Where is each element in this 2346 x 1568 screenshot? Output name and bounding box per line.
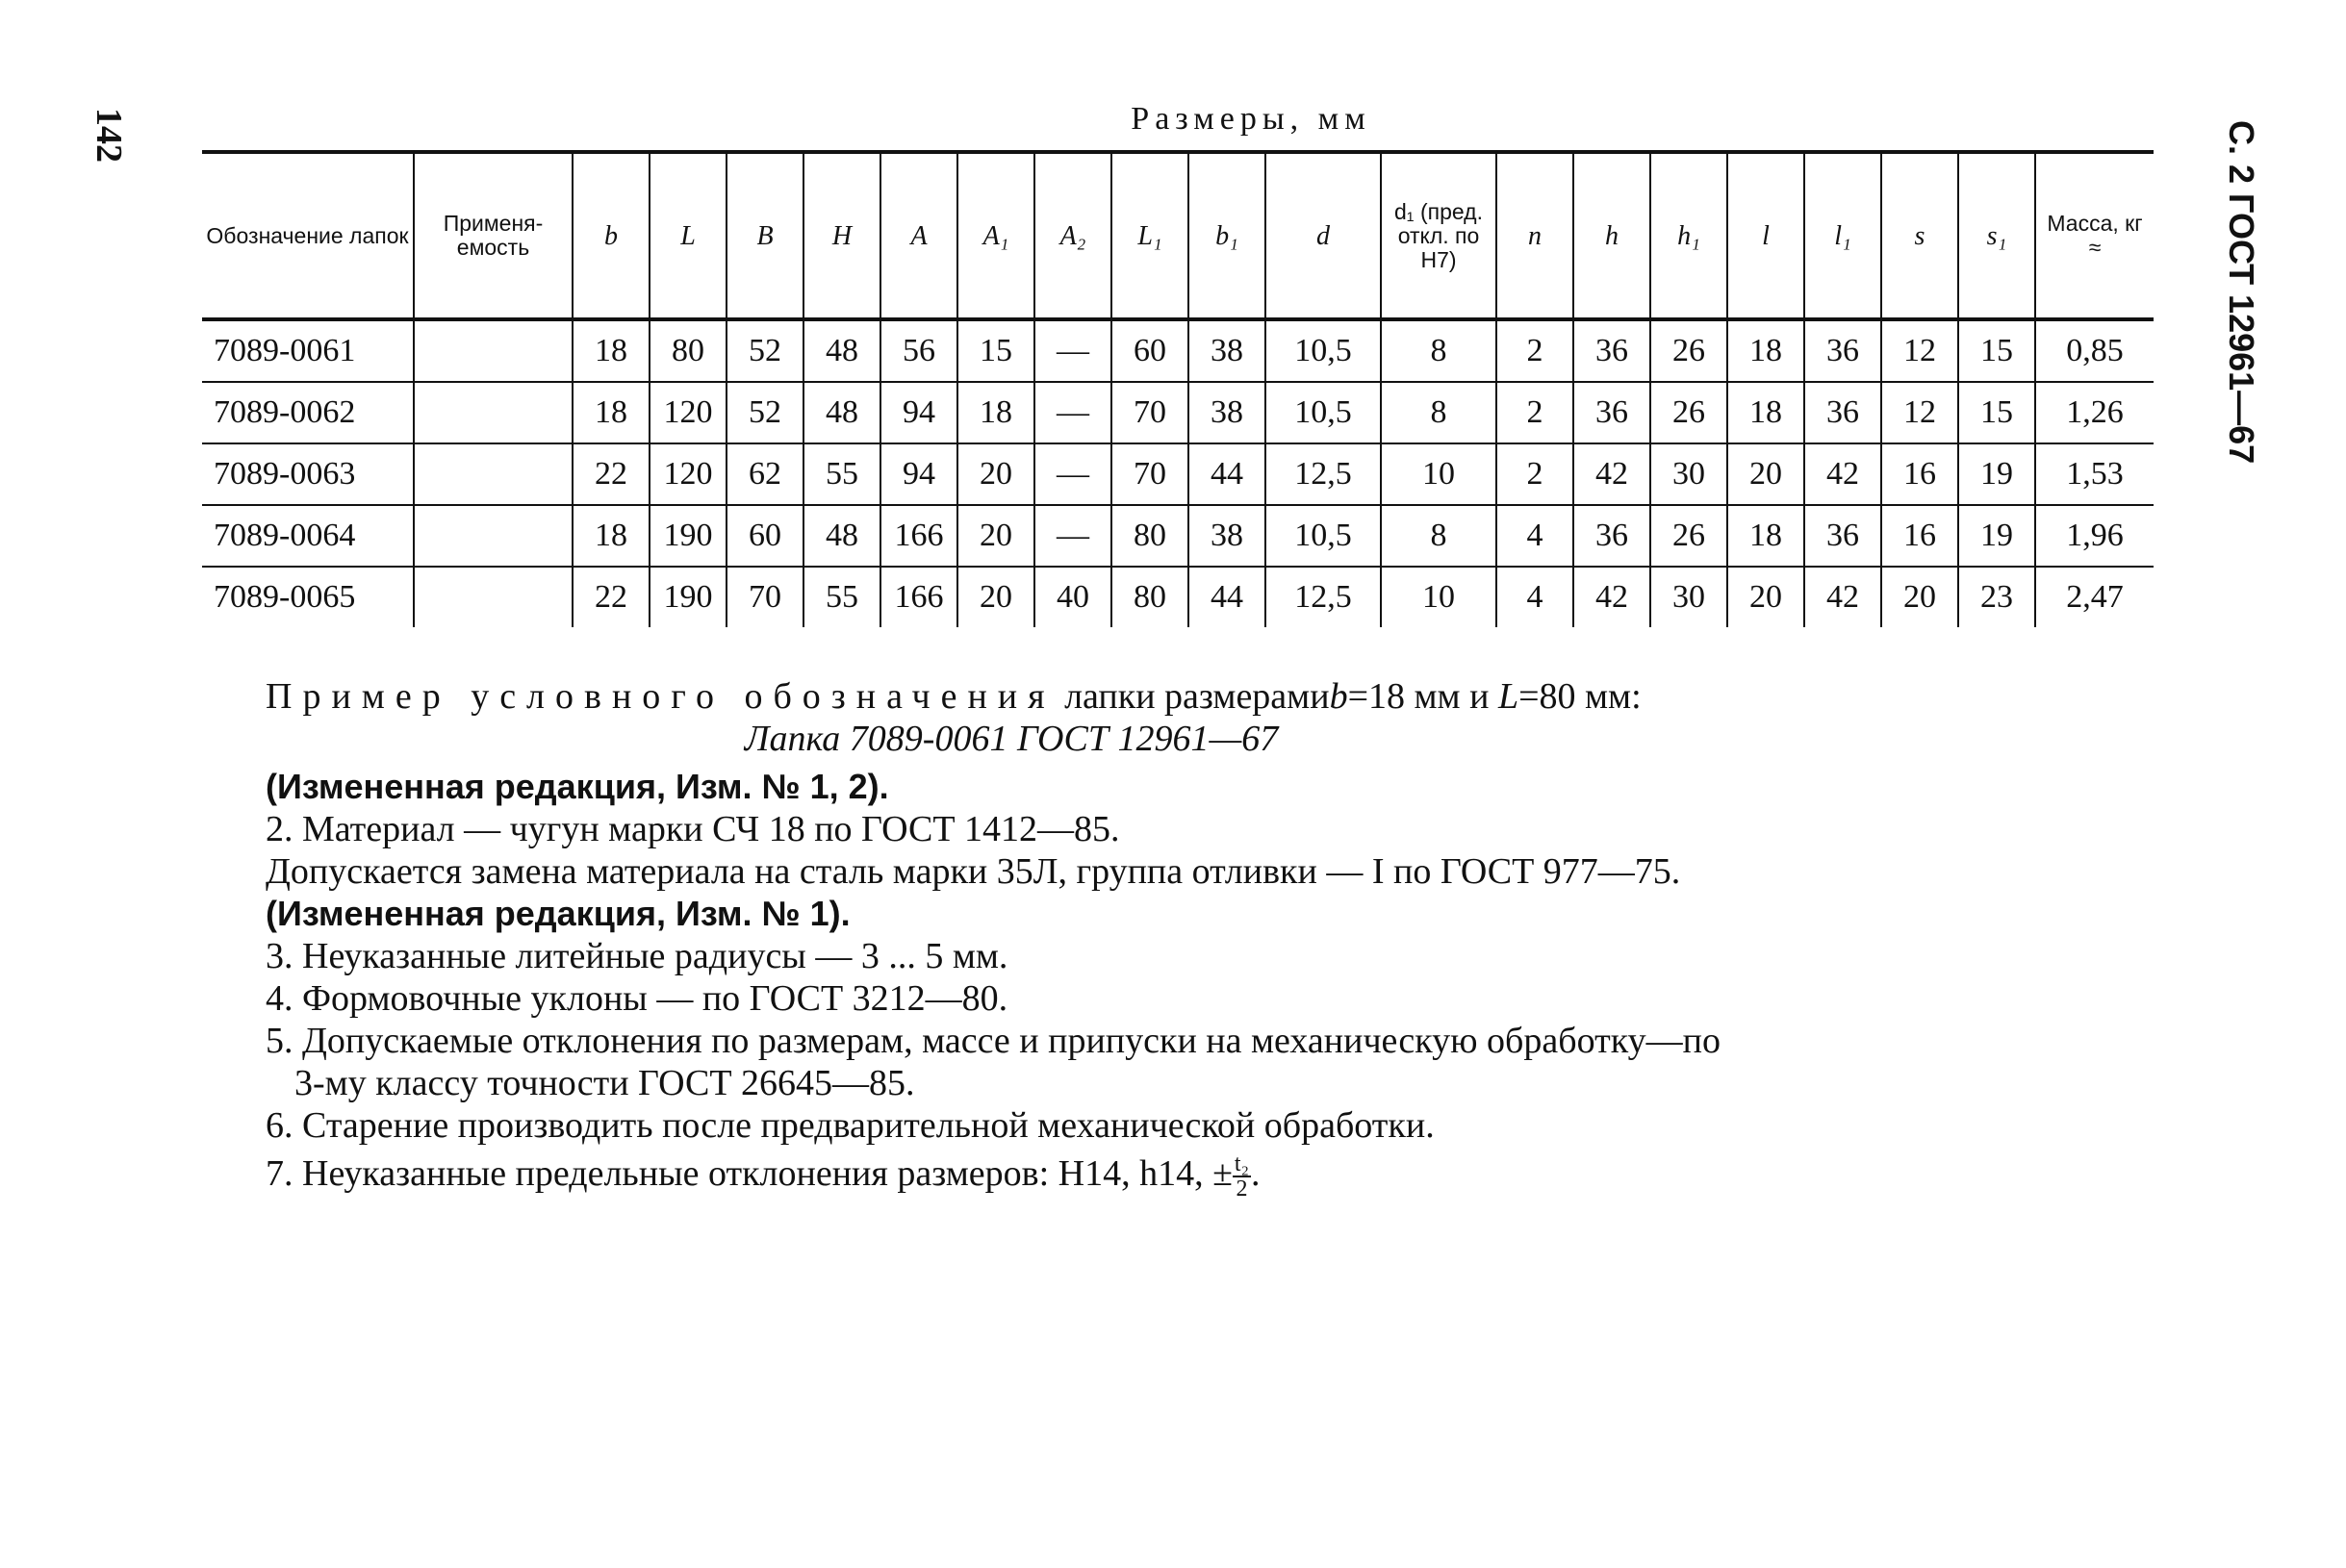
fraction-denominator: 2 [1236,1176,1248,1202]
table-cell: 120 [650,443,727,505]
table-cell: 166 [880,505,957,567]
table-cell: 1,26 [2035,382,2154,443]
header-designation: Обозначение лапок [202,152,414,319]
header-mass: Масса, кг ≈ [2035,152,2154,319]
table-cell: 4 [1496,567,1573,627]
header-A2: A₂ [1034,152,1111,319]
table-cell: 20 [1727,443,1804,505]
table-cell: 20 [957,505,1034,567]
cell-designation: 7089-0061 [202,319,414,382]
table-cell: 60 [1111,319,1188,382]
table-row [202,443,2154,505]
clause-7 [266,1151,2152,1202]
table-cell: — [1034,319,1111,382]
header-b: b [573,152,650,319]
table-cell: 8 [1381,319,1496,382]
clause-6: 6. Старение производить после предварительной механической обработки. [266,1105,1435,1146]
table-row [202,505,2154,567]
table-cell: 18 [957,382,1034,443]
table-cell: 1,53 [2035,443,2154,505]
clause-7-end: . [1250,1153,1261,1194]
header-L: L [650,152,727,319]
table-cell: 55 [803,567,880,627]
table-cell: 16 [1881,443,1958,505]
table-cell: 20 [1881,567,1958,627]
table-header-row [202,152,2154,319]
header-h1: h₁ [1650,152,1727,319]
table-cell: 12 [1881,382,1958,443]
table-cell: 55 [803,443,880,505]
cell-designation: 7089-0062 [202,382,414,443]
table-cell: 70 [1111,382,1188,443]
table-cell: 94 [880,382,957,443]
table-cell: 15 [957,319,1034,382]
table-cell: 42 [1804,567,1881,627]
table-caption: Размеры, мм [1131,101,1371,137]
table-cell [414,443,573,505]
table-cell: 190 [650,505,727,567]
table-cell: 15 [1958,319,2035,382]
table-cell: 23 [1958,567,2035,627]
table-cell [414,382,573,443]
header-l1: l₁ [1804,152,1881,319]
table-cell: 80 [1111,505,1188,567]
table-cell: 18 [1727,505,1804,567]
header-n: n [1496,152,1573,319]
example-var-b: b [1329,676,1348,717]
table-cell [414,567,573,627]
example-text: лапки размерами [1064,676,1330,717]
table-cell: 44 [1188,443,1265,505]
table-cell: 36 [1573,505,1650,567]
table-cell: 20 [1727,567,1804,627]
header-B: B [727,152,803,319]
table-cell: 80 [1111,567,1188,627]
table-cell: 15 [1958,382,2035,443]
table-body [202,319,2154,627]
table-cell [414,505,573,567]
table-cell: 10 [1381,443,1496,505]
fraction-numerator: t₂ [1234,1151,1249,1177]
table-cell: 60 [727,505,803,567]
table-cell: 18 [573,382,650,443]
table-cell: 166 [880,567,957,627]
table-cell: 20 [957,443,1034,505]
table-cell: 2 [1496,382,1573,443]
table-cell: 38 [1188,319,1265,382]
table-cell: 19 [1958,443,2035,505]
clause-2: 2. Материал — чугун марки СЧ 18 по ГОСТ 1412—85. [266,809,1120,849]
header-h: h [1573,152,1650,319]
example-designation: Лапка 7089-0061 ГОСТ 12961—67 [744,719,1279,759]
clause-3: 3. Неуказанные литейные радиусы — 3 ... 5 мм. [266,936,1008,976]
table-cell: 52 [727,382,803,443]
table-cell: 10 [1381,567,1496,627]
table-cell: 26 [1650,505,1727,567]
header-d: d [1265,152,1381,319]
clause-2-substitution: Допускается замена материала на сталь марки 35Л, группа отливки — I по ГОСТ 977—75. [266,851,1681,892]
table-cell: 12 [1881,319,1958,382]
table-cell: 56 [880,319,957,382]
table-row [202,382,2154,443]
table-cell: 36 [1804,505,1881,567]
table-cell: 26 [1650,319,1727,382]
table-cell: 94 [880,443,957,505]
table-cell: 22 [573,567,650,627]
table-cell: 70 [1111,443,1188,505]
table-cell: 30 [1650,443,1727,505]
table-cell: — [1034,505,1111,567]
table-cell: 38 [1188,505,1265,567]
table-cell: 36 [1804,319,1881,382]
table-cell: 10,5 [1265,505,1381,567]
example-var-L: L [1497,676,1519,717]
header-s1: s₁ [1958,152,2035,319]
example-eq-b: =18 мм и [1347,676,1490,717]
table-cell: 80 [650,319,727,382]
cell-designation: 7089-0064 [202,505,414,567]
table-cell: 48 [803,505,880,567]
table-row [202,567,2154,627]
table-cell: 10,5 [1265,382,1381,443]
cell-designation: 7089-0065 [214,579,356,615]
table-cell: 1,96 [2035,505,2154,567]
table-cell: 19 [1958,505,2035,567]
table-cell: 62 [727,443,803,505]
table-cell: 40 [1034,567,1111,627]
header-A1: A₁ [957,152,1034,319]
table-cell: 42 [1573,567,1650,627]
header-L1: L₁ [1111,152,1188,319]
header-A: A [880,152,957,319]
table-cell: 18 [573,505,650,567]
table-cell: 36 [1573,319,1650,382]
table-cell: 2 [1496,443,1573,505]
table-row [202,319,2154,382]
table-cell: 18 [1727,319,1804,382]
table-cell: 30 [1650,567,1727,627]
table-cell: 12,5 [1265,567,1381,627]
table-cell: 8 [1381,382,1496,443]
amendment-note-1: (Измененная редакция, Изм. № 1, 2). [266,767,889,806]
table-cell: 22 [573,443,650,505]
header-l: l [1727,152,1804,319]
header-H: H [803,152,880,319]
table-cell: 38 [1188,382,1265,443]
header-s: s [1881,152,1958,319]
table-cell: 16 [1881,505,1958,567]
table-cell: 26 [1650,382,1727,443]
example-line [266,675,2152,718]
header-applicability: Применя- емость [414,152,573,319]
table-cell: 48 [803,319,880,382]
example-eq-L: =80 мм: [1518,676,1642,717]
table-cell: 42 [1573,443,1650,505]
example-lead: Пример условного обозначения [266,676,1056,717]
table-cell: 42 [1804,443,1881,505]
table-cell: 120 [650,382,727,443]
table-cell: 18 [573,319,650,382]
table-cell: 20 [957,567,1034,627]
table-cell: 4 [1496,505,1573,567]
header-d1: d₁ (пред. откл. по Н7) [1381,152,1496,319]
dimensions-table [202,150,2154,627]
table-cell: — [1034,382,1111,443]
running-head: С. 2 ГОСТ 12961—67 [2222,120,2261,465]
table-cell [414,319,573,382]
table-cell: 36 [1573,382,1650,443]
amendment-note-2: (Измененная редакция, Изм. № 1). [266,894,851,933]
table-cell: 70 [727,567,803,627]
clause-5-cont: 3-му классу точности ГОСТ 26645—85. [294,1063,915,1103]
table-cell: 44 [1188,567,1265,627]
table-cell: 10,5 [1265,319,1381,382]
page-number: 142 [89,108,129,163]
table-cell: 2,47 [2035,567,2154,627]
table-cell: 36 [1804,382,1881,443]
table-cell: — [1034,443,1111,505]
clause-7-text: 7. Неуказанные предельные отклонения размеров: Н14, h14, ± [266,1153,1233,1194]
table-cell: 8 [1381,505,1496,567]
header-b1: b₁ [1188,152,1265,319]
cell-designation: 7089-0063 [202,443,414,505]
table-cell: 12,5 [1265,443,1381,505]
clause-5: 5. Допускаемые отклонения по размерам, массе и припуски на механическую обработку—по [266,1021,1721,1061]
table-cell: 52 [727,319,803,382]
table-cell: 190 [650,567,727,627]
tolerance-fraction [1233,1152,1251,1201]
table-cell: 2 [1496,319,1573,382]
table-cell: 18 [1727,382,1804,443]
table-cell: 48 [803,382,880,443]
table-cell: 0,85 [2035,319,2154,382]
body-text [266,675,2152,1202]
clause-4: 4. Формовочные уклоны — по ГОСТ 3212—80. [266,978,1008,1019]
